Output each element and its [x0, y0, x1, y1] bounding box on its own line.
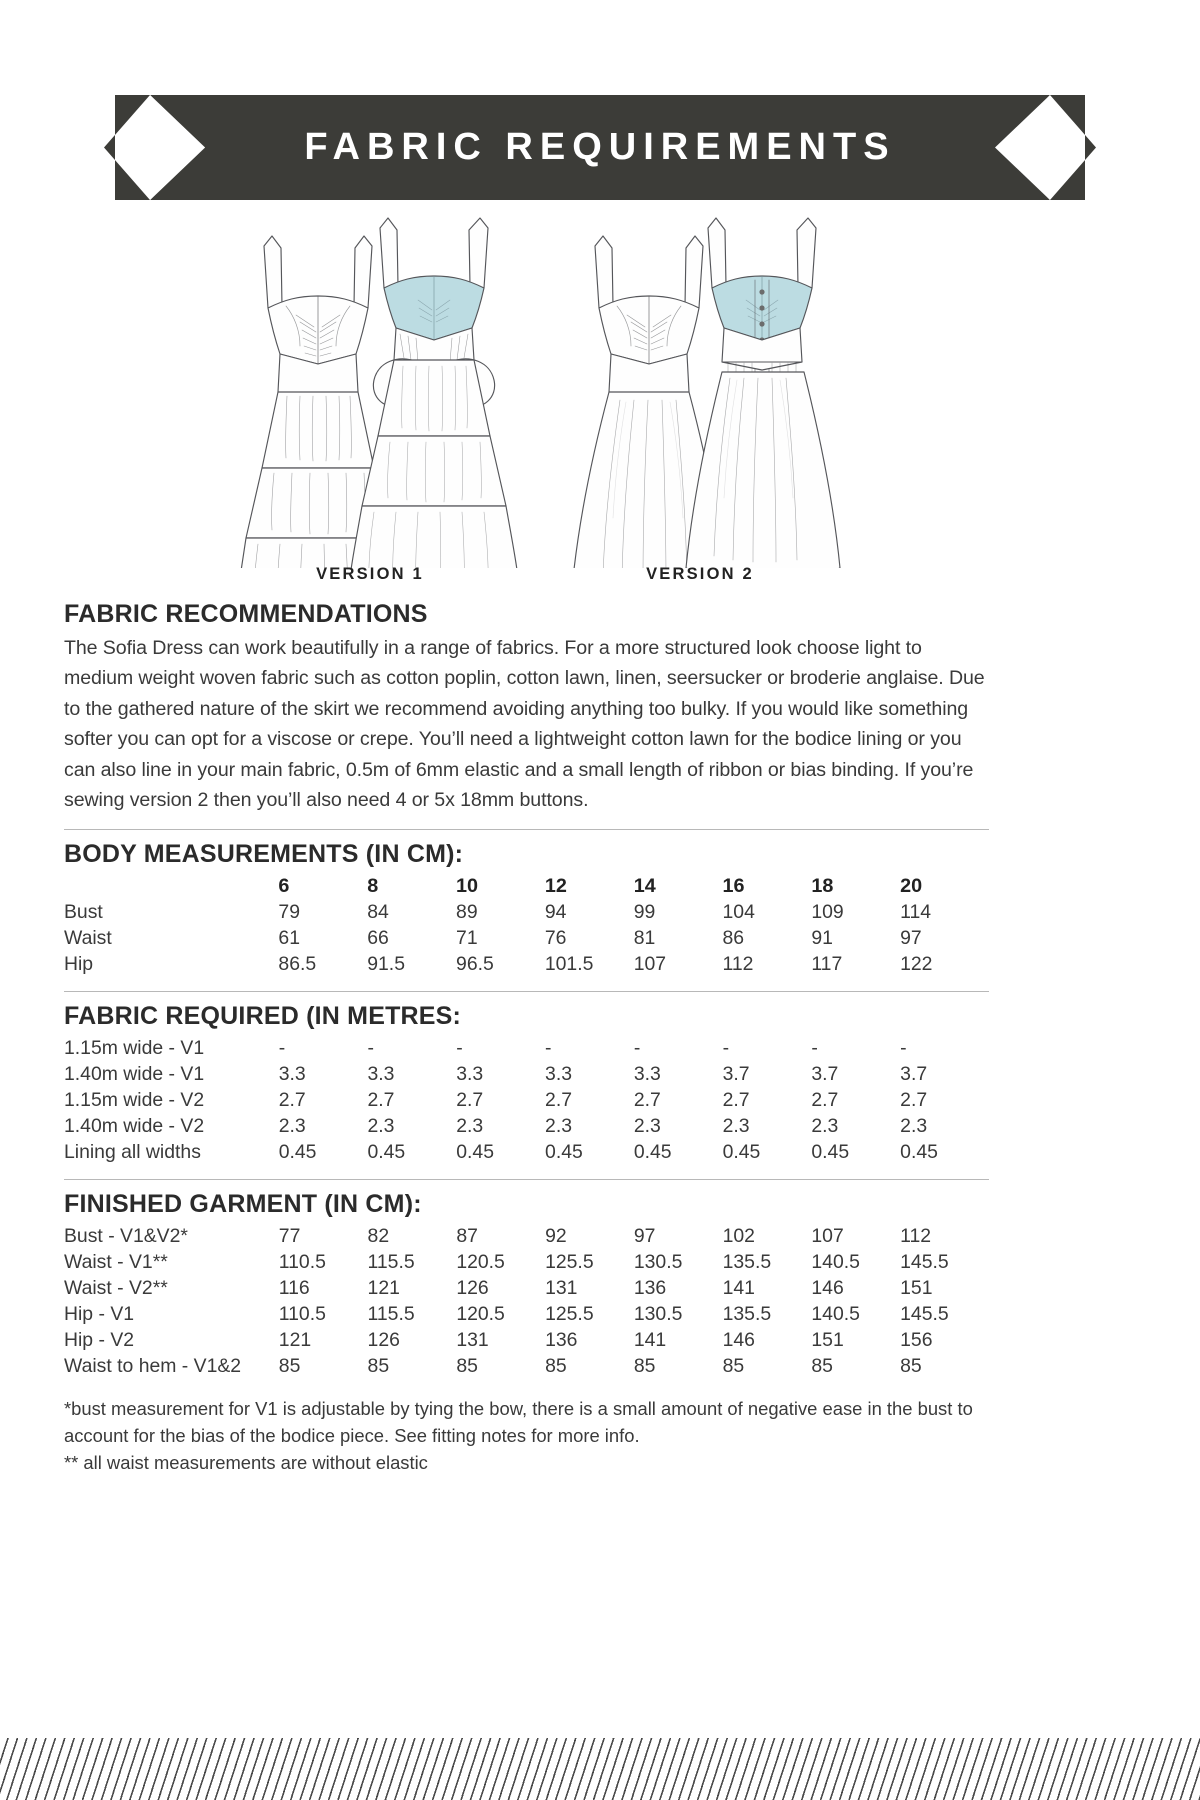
cell: 136 [633, 1276, 667, 1299]
cell: 2.7 [367, 1088, 395, 1111]
cell: - [900, 1036, 907, 1059]
cell: 79 [278, 900, 300, 923]
cell: 130.5 [633, 1250, 683, 1273]
cell: 117 [811, 952, 843, 975]
cell: 121 [367, 1276, 400, 1299]
page-title: FABRIC REQUIREMENTS [304, 126, 896, 168]
cell: 84 [367, 900, 389, 923]
cell: - [545, 1036, 552, 1059]
cell: 2.3 [367, 1114, 395, 1137]
row-label: Hip [64, 952, 94, 975]
cell: 131 [545, 1276, 578, 1299]
cell: 85 [811, 1354, 833, 1377]
cell: 3.3 [633, 1062, 661, 1085]
content-column [64, 600, 989, 1476]
divider-3 [64, 1179, 989, 1180]
cell: 3.3 [367, 1062, 395, 1085]
cell: 125.5 [545, 1302, 594, 1325]
cell: 87 [456, 1224, 478, 1247]
cell: 2.3 [811, 1114, 839, 1137]
table-row [64, 925, 989, 951]
size-header: 20 [900, 874, 923, 897]
cell: 145.5 [900, 1250, 949, 1273]
fabric-required-block [64, 1002, 989, 1165]
cell: 126 [456, 1276, 489, 1299]
cell: 0.45 [367, 1140, 406, 1163]
cell: 2.7 [456, 1088, 484, 1111]
cell: 114 [900, 900, 932, 923]
cell: 102 [722, 1224, 755, 1247]
cell: 145.5 [900, 1302, 949, 1325]
cell: 136 [545, 1328, 578, 1351]
cell: 112 [900, 1224, 932, 1247]
cell: 0.45 [900, 1140, 938, 1163]
cell: 110.5 [278, 1250, 326, 1273]
cell: - [811, 1036, 818, 1059]
fabric-required-heading: FABRIC REQUIRED (IN METRES: [64, 1002, 462, 1031]
fabric-recommendations-heading: FABRIC RECOMMENDATIONS [64, 600, 428, 628]
cell: 92 [545, 1224, 567, 1247]
cell: 85 [367, 1354, 390, 1377]
cell: 66 [367, 926, 389, 949]
bottom-hatch-border [0, 1738, 1200, 1800]
divider-1 [64, 829, 989, 830]
cell: - [722, 1036, 730, 1059]
cell: 3.7 [722, 1062, 750, 1085]
cell: 104 [722, 900, 755, 923]
cell: - [456, 1036, 463, 1059]
cell: 141 [722, 1276, 755, 1299]
table-row [64, 1275, 989, 1301]
cell: - [367, 1036, 374, 1059]
technical-flats-svg [0, 196, 1200, 568]
table-header-row [64, 873, 989, 899]
body-measurements-block [64, 840, 989, 977]
cell: 101.5 [544, 952, 594, 975]
cell: 135.5 [722, 1302, 772, 1325]
cell: 0.45 [811, 1140, 850, 1163]
size-header: 16 [722, 874, 745, 897]
table-row [64, 1353, 989, 1379]
cell: 81 [633, 926, 656, 949]
cell: 85 [633, 1354, 656, 1377]
cell: 0.45 [278, 1140, 317, 1163]
cell: 0.45 [545, 1140, 583, 1163]
finished-garment-table [64, 1223, 989, 1379]
cell: 2.7 [278, 1088, 306, 1111]
row-label-header [64, 873, 278, 899]
row-label: Waist to hem - V1&2 [64, 1354, 242, 1377]
table-row [64, 951, 989, 977]
size-header: 10 [456, 874, 479, 897]
row-label: Hip - V1 [64, 1302, 135, 1325]
cell: 2.3 [633, 1114, 661, 1137]
cell: 91 [811, 926, 833, 949]
cell: 120.5 [456, 1302, 505, 1325]
cell: 116 [278, 1276, 310, 1299]
cell: 3.3 [278, 1062, 306, 1085]
cell: 115.5 [367, 1302, 415, 1325]
row-label: Bust [64, 900, 103, 923]
cell: 2.7 [722, 1088, 750, 1111]
cell: 97 [900, 926, 922, 949]
cell: 125.5 [545, 1250, 594, 1273]
dress-illustrations [0, 196, 1200, 566]
version1-back-view [348, 218, 520, 568]
footnotes [64, 1395, 989, 1476]
row-label: 1.15m wide - V1 [64, 1036, 205, 1059]
cell: 0.45 [633, 1140, 672, 1163]
cell: 3.7 [900, 1062, 928, 1085]
table-row [64, 1327, 989, 1353]
cell: 2.3 [545, 1114, 572, 1137]
cell: 107 [633, 952, 667, 975]
cell: 156 [900, 1328, 933, 1351]
cell: 151 [811, 1328, 844, 1351]
cell: 77 [278, 1224, 301, 1247]
version-2-label: VERSION 2 [646, 565, 754, 583]
cell: 151 [900, 1276, 933, 1299]
fabric-required-table [64, 1035, 989, 1165]
cell: 2.7 [900, 1088, 928, 1111]
footnote-asterisk: *bust measurement for V1 is adjustable by tying the bow, there is a small amount of negative ease in the bust to account for the bias of the bodice piece. See fitting notes for more info. [64, 1398, 973, 1447]
table-row [64, 1223, 989, 1249]
cell: 130.5 [633, 1302, 683, 1325]
cell: 82 [367, 1224, 390, 1247]
cell: 135.5 [722, 1250, 772, 1273]
cell: 146 [811, 1276, 844, 1299]
version-labels [0, 565, 1200, 595]
row-label: 1.40m wide - V2 [64, 1114, 205, 1137]
cell: 85 [545, 1354, 567, 1377]
cell: 112 [722, 952, 754, 975]
cell: 3.3 [545, 1062, 572, 1085]
cell: - [278, 1036, 286, 1059]
banner [0, 95, 1200, 200]
footnote-double-asterisk: ** all waist measurements are without elastic [64, 1452, 428, 1474]
table-row [64, 1113, 989, 1139]
cell: 2.3 [722, 1114, 750, 1137]
divider-2 [64, 991, 989, 992]
table-row [64, 1139, 989, 1165]
body-measurements-heading: BODY MEASUREMENTS (IN CM): [64, 840, 464, 869]
cell: 2.7 [811, 1088, 839, 1111]
row-label: Waist - V2** [64, 1276, 168, 1299]
cell: 2.3 [278, 1114, 306, 1137]
cell: 141 [633, 1328, 667, 1351]
cell: 120.5 [456, 1250, 505, 1273]
row-label: 1.40m wide - V1 [64, 1062, 205, 1085]
cell: 2.7 [633, 1088, 661, 1111]
cell: 122 [900, 952, 933, 975]
cell: 71 [456, 926, 478, 949]
cell: 126 [367, 1328, 400, 1351]
cell: 76 [544, 926, 567, 949]
finished-garment-heading: FINISHED GARMENT (IN CM): [64, 1190, 422, 1219]
cell: 131 [456, 1328, 489, 1351]
table-row [64, 899, 989, 925]
size-header: 18 [811, 874, 834, 897]
cell: 107 [811, 1224, 844, 1247]
finished-garment-block [64, 1190, 989, 1379]
cell: 85 [722, 1354, 745, 1377]
table-row [64, 1087, 989, 1113]
cell: 121 [278, 1328, 312, 1351]
cell: 89 [456, 900, 478, 923]
cell: 2.7 [545, 1088, 572, 1111]
cell: 86.5 [278, 952, 317, 975]
cell: 0.45 [456, 1140, 494, 1163]
size-header: 12 [544, 874, 567, 897]
version2-back-view [686, 218, 840, 568]
cell: 86 [722, 926, 745, 949]
cell: 3.3 [456, 1062, 484, 1085]
fabric-recommendations-body: The Sofia Dress can work beautifully in a range of fabrics. For a more structured look choose light to medium weight woven fabric such as cotton poplin, cotton lawn, linen, seersucker or broderie anglaise. Due to the gathered nature of the skirt we recommend avoiding anything too bulky. If you would like something softer you can opt for a viscose or crepe. You’ll need a lightweight cotton lawn for the bodice lining or you can also line in your main fabric, 0.5m of 6mm elastic and a small length of ribbon or bias binding. If you’re sewing version 2 then you’ll also need 4 or 5x 18mm buttons. [64, 637, 985, 812]
cell: 96.5 [456, 952, 494, 975]
cell: 146 [722, 1328, 755, 1351]
cell: 94 [544, 900, 567, 923]
cell: - [633, 1036, 641, 1059]
cell: 140.5 [811, 1302, 860, 1325]
cell: 115.5 [367, 1250, 415, 1273]
row-label: Bust - V1&V2* [64, 1224, 188, 1247]
cell: 85 [456, 1354, 478, 1377]
cell: 97 [633, 1224, 656, 1247]
size-header: 8 [367, 874, 379, 897]
row-label: Lining all widths [64, 1140, 201, 1163]
version-1-label: VERSION 1 [316, 565, 424, 583]
size-header: 14 [633, 874, 656, 897]
size-header: 6 [278, 874, 290, 897]
table-row [64, 1249, 989, 1275]
row-label: Hip - V2 [64, 1328, 135, 1351]
row-label: 1.15m wide - V2 [64, 1088, 205, 1111]
cell: 61 [278, 926, 300, 949]
cell: 0.45 [722, 1140, 761, 1163]
cell: 99 [633, 900, 656, 923]
cell: 3.7 [811, 1062, 839, 1085]
cell: 2.3 [900, 1114, 928, 1137]
row-label: Waist - V1** [64, 1250, 168, 1273]
cell: 109 [811, 900, 844, 923]
body-measurements-table [64, 873, 989, 977]
row-label: Waist [64, 926, 112, 949]
cell: 85 [900, 1354, 922, 1377]
cell: 140.5 [811, 1250, 860, 1273]
table-row [64, 1301, 989, 1327]
table-row [64, 1035, 989, 1061]
cell: 85 [278, 1354, 301, 1377]
banner-ribbon-shape [0, 95, 1200, 200]
cell: 2.3 [456, 1114, 484, 1137]
cell: 110.5 [278, 1302, 326, 1325]
cell: 91.5 [367, 952, 405, 975]
table-row [64, 1061, 989, 1087]
